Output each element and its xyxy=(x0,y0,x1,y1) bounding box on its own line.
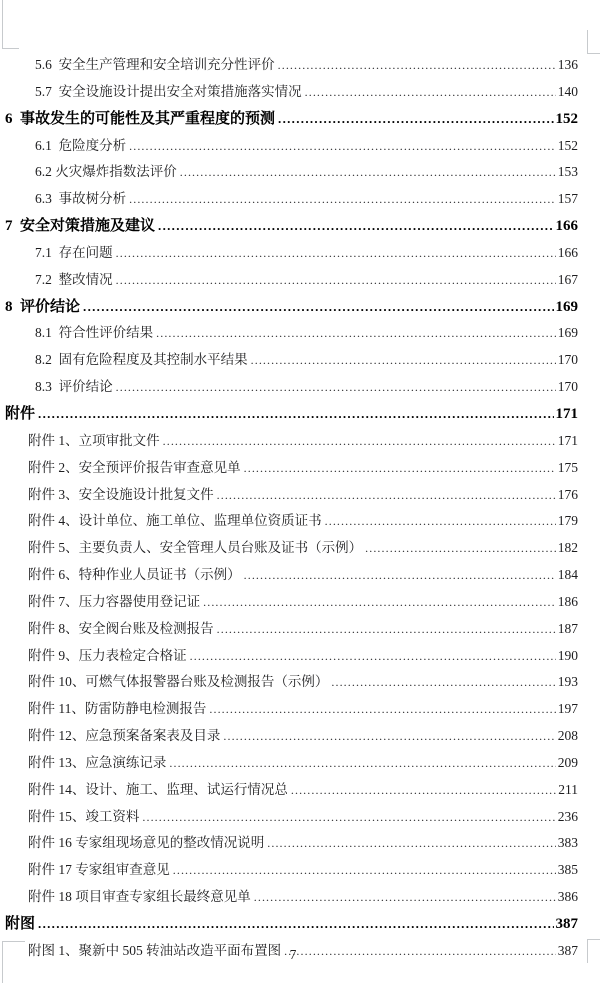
dot-leader xyxy=(209,696,555,723)
toc-entry-label: 附件 3、安全设施设计批复文件 xyxy=(28,486,214,502)
dot-leader xyxy=(223,723,555,750)
toc-entry-label: 8.1 符合性评价结果 xyxy=(35,325,154,341)
toc-entry[interactable] xyxy=(0,186,578,213)
toc-entry-page: 186 xyxy=(557,593,578,609)
toc-entry[interactable] xyxy=(0,401,578,428)
toc-entry[interactable] xyxy=(0,616,578,643)
dot-leader xyxy=(251,347,556,374)
dot-leader xyxy=(129,186,556,213)
toc-entry-label: 附件 12、应急预案备案表及目录 xyxy=(28,728,221,744)
toc-entry[interactable] xyxy=(0,696,578,723)
toc-entry-label: 5.6 安全生产管理和安全培训充分性评价 xyxy=(35,57,275,72)
toc-entry-page: 140 xyxy=(557,83,578,99)
toc-entry[interactable] xyxy=(0,347,578,374)
toc-entry-label: 8.3 评价结论 xyxy=(35,379,113,395)
toc-entry-page: 182 xyxy=(557,540,578,556)
dot-leader xyxy=(254,884,556,911)
dot-leader xyxy=(38,911,553,938)
toc-entry-page: 209 xyxy=(557,754,578,770)
toc-entry[interactable] xyxy=(0,294,578,321)
dot-leader xyxy=(325,508,556,535)
toc-entry-page: 179 xyxy=(557,513,578,529)
toc-entry-label: 7 安全对策措施及建议 xyxy=(5,218,156,235)
toc-entry-label: 附件 13、应急演练记录 xyxy=(28,754,167,770)
toc-entry-label: 附件 1、立项审批文件 xyxy=(28,432,160,448)
toc-entry-page: 190 xyxy=(557,647,578,663)
toc-entry-label: 8 评价结论 xyxy=(5,298,81,315)
toc-entry-page: 386 xyxy=(557,889,578,905)
toc-entry[interactable] xyxy=(0,213,578,240)
toc-entry[interactable] xyxy=(0,508,578,535)
dot-leader xyxy=(180,159,556,186)
toc-entry-page: 170 xyxy=(557,379,578,395)
dot-leader xyxy=(129,133,556,160)
toc-entry-label: 7.1 存在问题 xyxy=(35,244,113,260)
dot-leader xyxy=(203,589,556,616)
toc-entry-page: 167 xyxy=(557,271,578,287)
dot-leader xyxy=(217,616,556,643)
toc-entry[interactable] xyxy=(0,482,578,509)
dot-leader xyxy=(278,52,556,79)
toc-entry-page: 211 xyxy=(558,781,578,797)
toc-entry-page: 152 xyxy=(557,137,578,153)
toc-entry[interactable] xyxy=(0,159,578,186)
toc-entry-page: 166 xyxy=(557,244,578,260)
toc-entry-label: 附件 9、压力表检定合格证 xyxy=(28,647,187,663)
toc-entry[interactable] xyxy=(0,52,578,79)
toc-entry-page: 152 xyxy=(555,110,578,127)
toc-entry-label: 附件 xyxy=(5,405,36,422)
dot-leader xyxy=(169,750,555,777)
dot-leader xyxy=(156,320,556,347)
dot-leader xyxy=(190,643,556,670)
toc-entry-label: 附件 16 专家组现场意见的整改情况说明 xyxy=(28,835,265,851)
toc-entry[interactable] xyxy=(0,106,578,133)
toc-entry[interactable] xyxy=(0,750,578,777)
toc-entry-label: 附件 5、主要负责人、安全管理人员台账及证书（示例） xyxy=(28,540,363,556)
toc-entry-page: 385 xyxy=(557,862,578,878)
dot-leader xyxy=(173,857,556,884)
toc-entry[interactable] xyxy=(0,133,578,160)
toc-entry-page: 136 xyxy=(557,57,578,72)
toc-entry[interactable] xyxy=(0,267,578,294)
toc-entry-label: 附件 6、特种作业人员证书（示例） xyxy=(28,567,241,583)
toc-entry-page: 157 xyxy=(557,191,578,207)
dot-leader xyxy=(267,830,556,857)
toc-list xyxy=(0,52,600,965)
toc-entry-label: 附件 2、安全预评价报告审查意见单 xyxy=(28,459,241,475)
toc-entry[interactable] xyxy=(0,830,578,857)
toc-entry-label: 7.2 整改情况 xyxy=(35,271,113,287)
dot-leader xyxy=(158,213,553,240)
toc-entry-page: 184 xyxy=(557,567,578,583)
toc-entry[interactable] xyxy=(0,374,578,401)
toc-entry-page: 175 xyxy=(557,459,578,475)
page-number: 7 xyxy=(289,947,297,962)
toc-entry[interactable] xyxy=(0,428,578,455)
toc-entry[interactable] xyxy=(0,777,578,804)
toc-entry-page: 236 xyxy=(557,808,578,824)
toc-entry[interactable] xyxy=(0,240,578,267)
toc-entry-page: 193 xyxy=(557,674,578,690)
toc-entry[interactable] xyxy=(0,455,578,482)
dot-leader xyxy=(244,562,556,589)
dot-leader xyxy=(116,240,556,267)
toc-entry-label: 6 事故发生的可能性及其严重程度的预测 xyxy=(5,110,276,127)
dot-leader xyxy=(278,106,553,133)
toc-entry-page: 170 xyxy=(557,352,578,368)
toc-entry[interactable] xyxy=(0,320,578,347)
toc-entry[interactable] xyxy=(0,857,578,884)
toc-entry[interactable] xyxy=(0,535,578,562)
toc-entry-label: 附件 14、设计、施工、监理、试运行情况总 xyxy=(28,781,288,797)
crop-mark-top-left xyxy=(2,0,19,49)
dot-leader xyxy=(116,374,556,401)
toc-entry[interactable] xyxy=(0,723,578,750)
toc-entry-page: 166 xyxy=(555,218,578,235)
toc-entry-label: 附件 8、安全阀台账及检测报告 xyxy=(28,620,214,636)
toc-entry-page: 387 xyxy=(555,916,578,932)
toc-entry-page: 171 xyxy=(555,405,578,422)
toc-entry-label: 8.2 固有危险程度及其控制水平结果 xyxy=(35,352,248,368)
toc-entry-label: 附件 10、可燃气体报警器台账及检测报告（示例） xyxy=(28,674,329,690)
toc-entry-page: 176 xyxy=(557,486,578,502)
dot-leader xyxy=(38,401,553,428)
toc-entry-label: 附图 1、聚新中 505 转油站改造平面布置图 xyxy=(28,942,282,958)
dot-leader xyxy=(365,535,556,562)
toc-entry-page: 208 xyxy=(557,728,578,744)
dot-leader xyxy=(305,79,556,106)
dot-leader xyxy=(291,777,556,804)
toc-entry-page: 171 xyxy=(557,432,578,448)
toc-entry-label: 5.7 安全设施设计提出安全对策措施落实情况 xyxy=(35,83,302,99)
dot-leader xyxy=(163,428,556,455)
toc-entry-label: 6.2 火灾爆炸指数法评价 xyxy=(35,164,177,180)
toc-entry-label: 6.3 事故树分析 xyxy=(35,191,127,207)
toc-entry[interactable] xyxy=(0,79,578,106)
toc-entry[interactable] xyxy=(0,669,578,696)
toc-entry-page: 169 xyxy=(555,298,578,315)
toc-entry-label: 6.1 危险度分析 xyxy=(35,137,127,153)
toc-entry-page: 169 xyxy=(557,325,578,341)
dot-leader xyxy=(244,455,556,482)
toc-entry-label: 附件 17 专家组审查意见 xyxy=(28,862,170,878)
toc-entry-label: 附件 7、压力容器使用登记证 xyxy=(28,593,201,609)
toc-entry[interactable] xyxy=(0,643,578,670)
toc-entry-page: 383 xyxy=(557,835,578,851)
toc-entry-label: 附件 18 项目审查专家组长最终意见单 xyxy=(28,889,251,905)
dot-leader xyxy=(142,804,555,831)
toc-entry[interactable] xyxy=(0,589,578,616)
toc-entry-page: 187 xyxy=(557,620,578,636)
toc-entry-page: 387 xyxy=(557,942,578,958)
toc-entry-label: 附图 xyxy=(5,916,36,932)
dot-leader xyxy=(116,267,556,294)
toc-entry[interactable] xyxy=(0,562,578,589)
toc-entry-page: 197 xyxy=(557,701,578,717)
toc-entry[interactable] xyxy=(0,884,578,911)
dot-leader xyxy=(83,294,553,321)
toc-entry-page: 153 xyxy=(557,164,578,180)
toc-entry-label: 附件 15、竣工资料 xyxy=(28,808,140,824)
toc-entry-label: 附件 11、防雷防静电检测报告 xyxy=(28,701,207,717)
toc-entry[interactable] xyxy=(0,911,578,938)
toc-entry-label: 附件 4、设计单位、施工单位、监理单位资质证书 xyxy=(28,513,322,529)
toc-entry[interactable] xyxy=(0,804,578,831)
crop-mark-top-right xyxy=(587,30,600,54)
dot-leader xyxy=(217,482,556,509)
dot-leader xyxy=(331,669,555,696)
